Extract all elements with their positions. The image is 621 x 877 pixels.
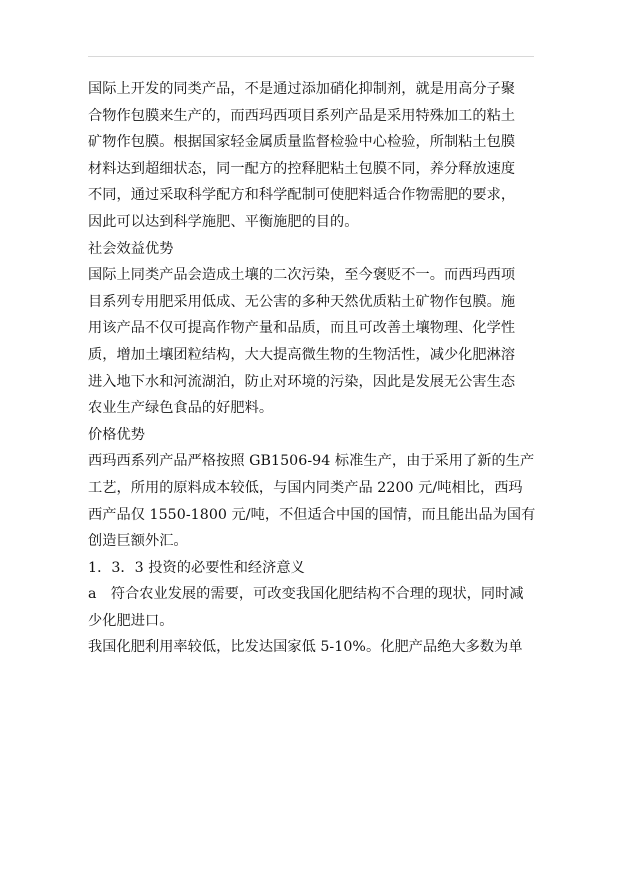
paragraph-line: 矿物作包膜。根据国家轻金属质量监督检验中心检验，所制粘土包膜 bbox=[88, 134, 516, 151]
paragraph-line: 工艺，所用的原料成本较低，与国内同类产品 2200 元/吨相比，西玛 bbox=[88, 479, 523, 496]
paragraph-line: 创造巨额外汇。 bbox=[88, 533, 188, 550]
section-heading-investment: 1．3．3 投资的必要性和经济意义 bbox=[88, 559, 305, 576]
paragraph-line: 目系列专用肥采用低成、无公害的多种天然优质粘土矿物作包膜。施 bbox=[88, 293, 516, 310]
section-heading-price: 价格优势 bbox=[88, 426, 145, 443]
paragraph-line: 少化肥进口。 bbox=[88, 612, 174, 629]
header-rule bbox=[88, 56, 534, 57]
paragraph-line: 进入地下水和河流湖泊，防止对环境的污染，因此是发展无公害生态 bbox=[88, 373, 516, 390]
paragraph-line: 质，增加土壤团粒结构，大大提高微生物的生物活性，减少化肥淋溶 bbox=[88, 346, 516, 363]
paragraph-line: 我国化肥利用率较低，比发达国家低 5-10%。化肥产品绝大多数为单 bbox=[88, 639, 523, 656]
document-body bbox=[88, 76, 540, 661]
paragraph-line: 国际上开发的同类产品，不是通过添加硝化抑制剂，就是用高分子聚 bbox=[88, 81, 516, 97]
paragraph-line: 用该产品不仅可提高作物产量和品质，而且可改善土壤物理、化学性 bbox=[88, 320, 516, 337]
paragraph-line: 合物作包膜来生产的，而西玛西项目系列产品是采用特殊加工的粘土 bbox=[88, 107, 516, 124]
section-heading-social-benefit: 社会效益优势 bbox=[88, 240, 174, 257]
paragraph-line: 西玛西系列产品严格按照 GB1506-94 标准生产，由于采用了新的生产 bbox=[88, 453, 535, 470]
paragraph-line: 因此可以达到科学施肥、平衡施肥的目的。 bbox=[88, 213, 359, 230]
paragraph-line: a 符合农业发展的需要，可改变我国化肥结构不合理的现状，同时减 bbox=[88, 586, 524, 603]
paragraph-line: 西产品仅 1550-1800 元/吨，不但适合中国的国情，而且能出品为国有 bbox=[88, 506, 536, 523]
paragraph-line: 农业生产绿色食品的好肥料。 bbox=[88, 400, 274, 417]
paragraph-line: 材料达到超细状态，同一配方的控释肥粘土包膜不同，养分释放速度 bbox=[88, 160, 516, 177]
paragraph-line: 国际上同类产品会造成土壤的二次污染，至今褒贬不一。而西玛西项 bbox=[88, 267, 516, 284]
paragraph-line: 不同，通过采取科学配方和科学配制可使肥料适合作物需肥的要求， bbox=[88, 187, 516, 204]
